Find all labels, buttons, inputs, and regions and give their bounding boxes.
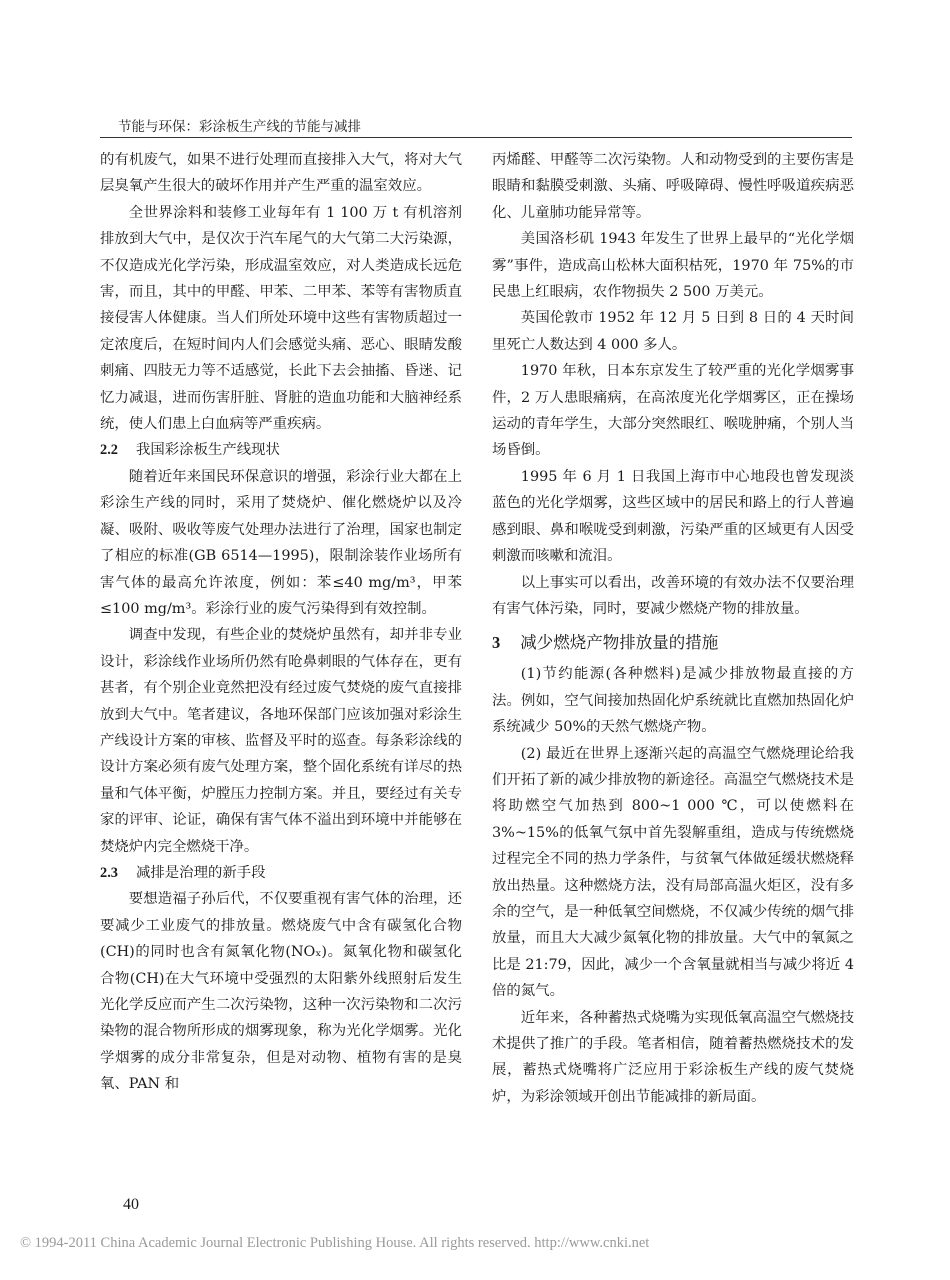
paragraph: 1970 年秋，日本东京发生了较严重的光化学烟雾事件，2 万人患眼痛病，在高浓度光化学烟雾区，正在操场运动的青年学生，大部分突然眼红、喉咙肿痛，个别人当场昏倒。 — [492, 363, 854, 459]
paragraph: 美国洛杉矶 1943 年发生了世界上最早的“光化学烟雾”事件，造成高山松林大面积枯死，1970 年 75%的市民患上红眼病，农作物损失 2 500 万美元。 — [492, 231, 854, 301]
paragraph: 随着近年来国民环保意识的增强，彩涂行业大都在上彩涂生产线的同时，采用了焚烧炉、催化燃烧炉以及冷凝、吸附、吸收等废气处理办法进行了治理，国家也制定了相应的标准(GB 6514—1995)，限制涂装作业场所有害气体的最高允许浓度，例如：苯≤40 mg/m³，甲苯≤100 mg/m³。彩涂行业的废气污染得到有效控制。 — [100, 468, 462, 617]
left-column — [100, 147, 462, 1098]
right-column — [492, 147, 854, 1110]
section-heading-2-2 — [100, 437, 462, 463]
copyright-notice: © 1994-2011 China Academic Journal Electronic Publishing House. All rights reserved. http://www.cnki.net — [20, 1235, 650, 1251]
section-number: 2.2 — [100, 442, 118, 459]
paragraph: 丙烯醛、甲醛等二次污染物。人和动物受到的主要伤害是眼睛和黏膜受刺激、头痛、呼吸障碍、慢性呼吸道疾病恶化、儿童肺功能异常等。 — [492, 152, 854, 221]
paragraph: 1995 年 6 月 1 日我国上海市中心地段也曾发现淡蓝色的光化学烟雾，这些区域中的居民和路上的行人普遍感到眼、鼻和喉咙受到刺激，污染严重的区域更有人因受刺激而咳嗽和流泪。 — [492, 468, 854, 565]
paragraph: 的有机废气，如果不进行处理而直接排入大气，将对大气层臭氧产生很大的破坏作用并产生严重的温室效应。 — [100, 152, 462, 195]
paragraph: 英国伦敦市 1952 年 12 月 5 日到 8 日的 4 天时间里死亡人数达到 4 000 多人。 — [492, 310, 854, 353]
paragraph: 全世界涂料和装修工业每年有 1 100 万 t 有机溶剂排放到大气中，是仅次于汽车尾气的大气第二大污染源，不仅造成光化学污染，形成温室效应，对人类造成长远危害，而且，其中的甲醛、甲苯、二甲苯、苯等有害物质直接侵害人体健康。当人们所处环境中这些有害物质超过一定浓度后，在短时间内人们会感觉头痛、恶心、眼睛发酸刺痛、四肢无力等不适感觉，长此下去会抽搐、昏迷、记忆力减退，进而伤害肝脏、肾脏的造血功能和大脑神经系统，使人们患上白血病等严重疾病。 — [100, 204, 462, 433]
paragraph: (1)节约能源(各种燃料)是减少排放物最直接的方法。例如，空气间接加热固化炉系统就比直燃加热固化炉系统减少 50%的天然气燃烧产物。 — [492, 666, 854, 736]
section-heading-3 — [492, 630, 854, 656]
header-rule — [100, 137, 852, 138]
paragraph: 近年来，各种蓄热式烧嘴为实现低氧高温空气燃烧技术提供了推广的手段。笔者相信，随着蓄热燃烧技术的发展，蓄热式烧嘴将广泛应用于彩涂板生产线的废气焚烧炉，为彩涂领域开创出节能减排的新局面。 — [492, 1009, 854, 1105]
section-title: 减少燃烧产物排放量的措施 — [520, 633, 719, 653]
page-number: 40 — [123, 1196, 139, 1213]
section-heading-2-3 — [100, 860, 462, 886]
paragraph: 以上事实可以看出，改善环境的有效办法不仅要治理有害气体污染，同时，要减少燃烧产物的排放量。 — [492, 574, 854, 617]
paragraph: 调查中发现，有些企业的焚烧炉虽然有，却并非专业设计，彩涂线作业场所仍然有呛鼻刺眼的气体存在，更有甚者，有个别企业竟然把没有经过废气焚烧的废气直接排放到大气中。笔者建议，各地环保部门应该加强对彩涂生产线设计方案的审核、监督及平时的巡查。每条彩涂线的设计方案必须有废气处理方案，整个固化系统有详尽的热量和气体平衡，炉膛压力控制方案。并且，要经过有关专家的评审、论证，确保有害气体不溢出到环境中并能够在焚烧炉内完全燃烧干净。 — [100, 627, 462, 855]
section-title: 我国彩涂板生产线现状 — [136, 442, 280, 459]
paragraph: 要想造福子孙后代，不仅要重视有害气体的治理，还要减少工业废气的排放量。燃烧废气中含有碳氢化合物(CH)的同时也含有氮氧化物(NOₓ)。氮氧化物和碳氢化合物(CH)在大气环境中受强烈的太阳紫外线照射后发生光化学反应而产生二次污染物，这种一次污染物和二次污染物的混合物所形成的烟雾现象，称为光化学烟雾。光化学烟雾的成分非常复杂，但是对动物、植物有害的是臭氧、PAN 和 — [100, 891, 462, 1093]
section-title: 减排是治理的新手段 — [136, 864, 266, 881]
section-number: 2.3 — [100, 864, 118, 881]
running-header — [100, 117, 852, 137]
section-number: 3 — [492, 633, 501, 653]
running-header-text: 节能与环保：彩涂板生产线的节能与减排 — [118, 119, 361, 135]
paragraph: (2) 最近在世界上逐渐兴起的高温空气燃烧理论给我们开拓了新的减少排放物的新途径。高温空气燃烧技术是将助燃空气加热到 800~1 000 ℃，可以使燃料在 3%~15%的低氧气氛中首先裂解重组，造成与传统燃烧过程完全不同的热力学条件，与贫氧气体做延缓状燃烧释放出热量。这种燃烧方法，没有局部高温火炬区，没有多余的空气，是一种低氧空间燃烧，不仅减少传统的烟气排放量，而且大大减少氮氧化物的排放量。大气中的氧氮之比是 21:79，因此，减少一个含氧量就相当与减少将近 4 倍的氮气。 — [492, 745, 854, 1000]
